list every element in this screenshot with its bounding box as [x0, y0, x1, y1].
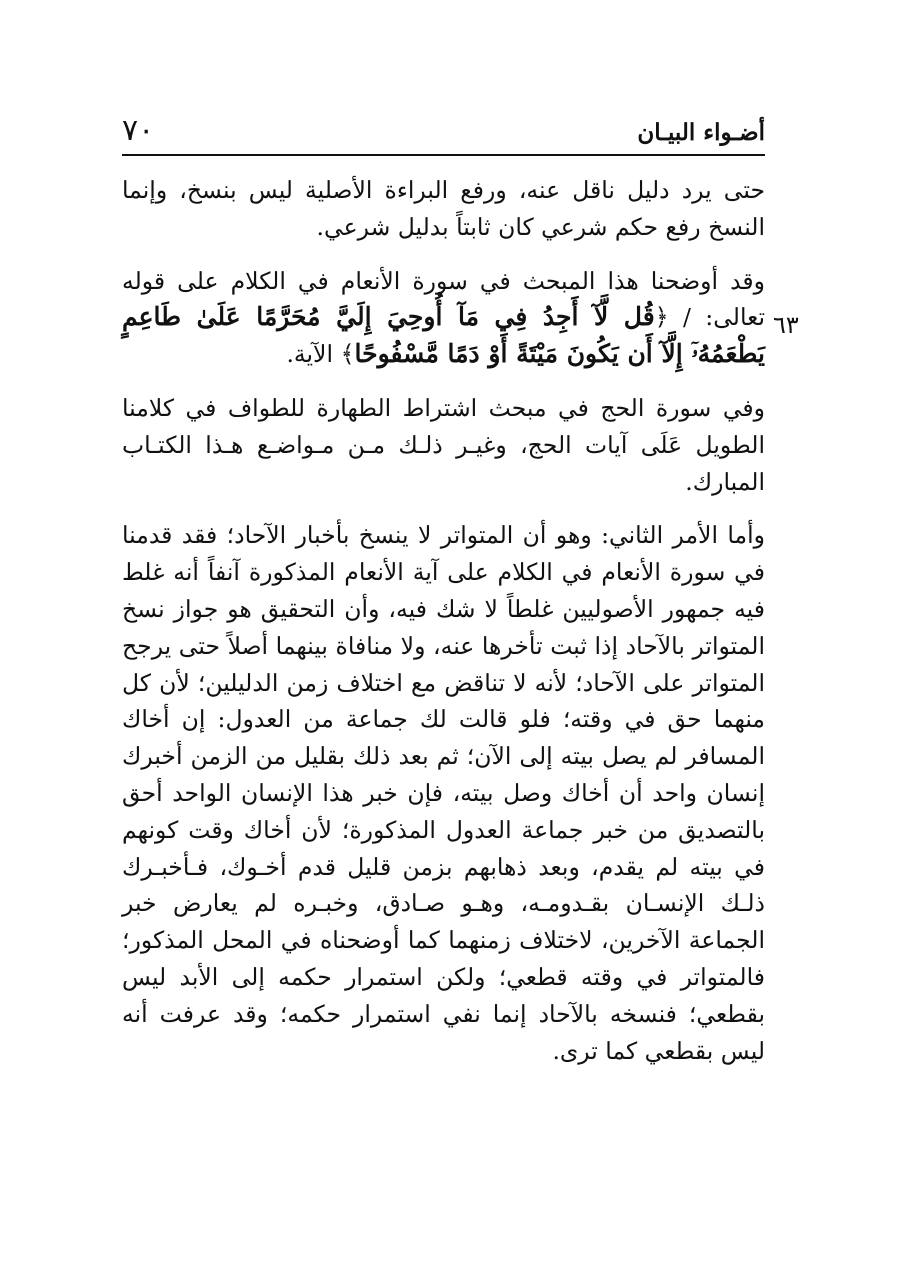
body-text	[122, 172, 765, 1086]
paragraph-3: وفي سورة الحج في مبحث اشتراط الطهارة للطواف في كلامنا الطويل عَلَى آيات الحج، وغيـر ذلـك مـن مـواضـع هـذا الكتـاب المبارك.	[122, 393, 765, 496]
page-header	[122, 112, 765, 156]
quran-close-bracket: ﴾	[340, 340, 355, 369]
paragraph-1: حتى يرد دليل ناقل عنه، ورفع البراءة الأصلية ليس بنسخ، وإنما النسخ رفع حكم شرعي كان ثابتاً بدليل شرعي.	[122, 176, 765, 241]
quran-verse: قُل لَّآ أَجِدُ فِي مَآ أُوحِيَ إِلَيَّ مُحَرَّمًا عَلَىٰ طَاعِمٍ يَطْعَمُهُۥٓ إِلَّآ أَن يَكُونَ مَيْتَةً أَوْ دَمًا مَّسْفُوحًا	[122, 302, 765, 369]
page-number: ٧٠	[122, 113, 155, 148]
quran-open-bracket: ﴿	[654, 303, 669, 332]
paragraph-2	[122, 263, 765, 373]
paragraph-4: وأما الأمر الثاني: وهو أن المتواتر لا ينسخ بأخبار الآحاد؛ فقد قدمنا في سورة الأنعام في الكلام على آية الأنعام المذكورة آنفاً أنه غلط فيه جمهور الأصوليين غلطاً لا شك فيه، وأن التحقيق هو جواز نسخ المتواتر بالآحاد إذا ثبت تأخرها عنه، ولا منافاة بينهما أصلاً حتى يرجح المتواتر على الآحاد؛ لأنه لا تناقض مع اختلاف زمن الدليلين؛ لأن كل منهما حق في وقته؛ فلو قالت لك جماعة من العدول: إن أخاك المسافر لم يصل بيته إلى الآن؛ ثم بعد ذلك بقليل من الزمن أخبرك إنسان واحد أن أخاك وصل بيته، فإن خبر هذا الإنسان الواحد أحق بالتصديق من خبر جماعة العدول المذكورة؛ لأن أخاك وقت كونهم في بيته لم يقدم، وبعد ذهابهم بزمن قليل قدم أخـوك، فـأخبـرك ذلـك الإنسـان بقـدومـه، وهـو صـادق، وخبـره لم يعارض خبر الجماعة الآخرين، لاختلاف زمنهما كما أوضحناه في المحل المذكور؛ فالمتواتر في وقته قطعي؛ ولكن استمرار حكمه إلى الأبد ليس بقطعي؛ فنسخه بالآحاد إنما نفي استمرار حكمه؛ وقد عرفت أنه ليس بقطعي كما ترى.	[122, 521, 765, 1065]
paragraph-2-outro: الآية.	[286, 340, 341, 369]
paragraph-2-intro: وقد أوضحنا هذا المبحث في سورة الأنعام في الكلام على قوله تعالى: /	[122, 266, 766, 332]
running-title: أضـواء البيـان	[637, 119, 765, 146]
margin-page-reference: ٦٣	[773, 311, 799, 339]
